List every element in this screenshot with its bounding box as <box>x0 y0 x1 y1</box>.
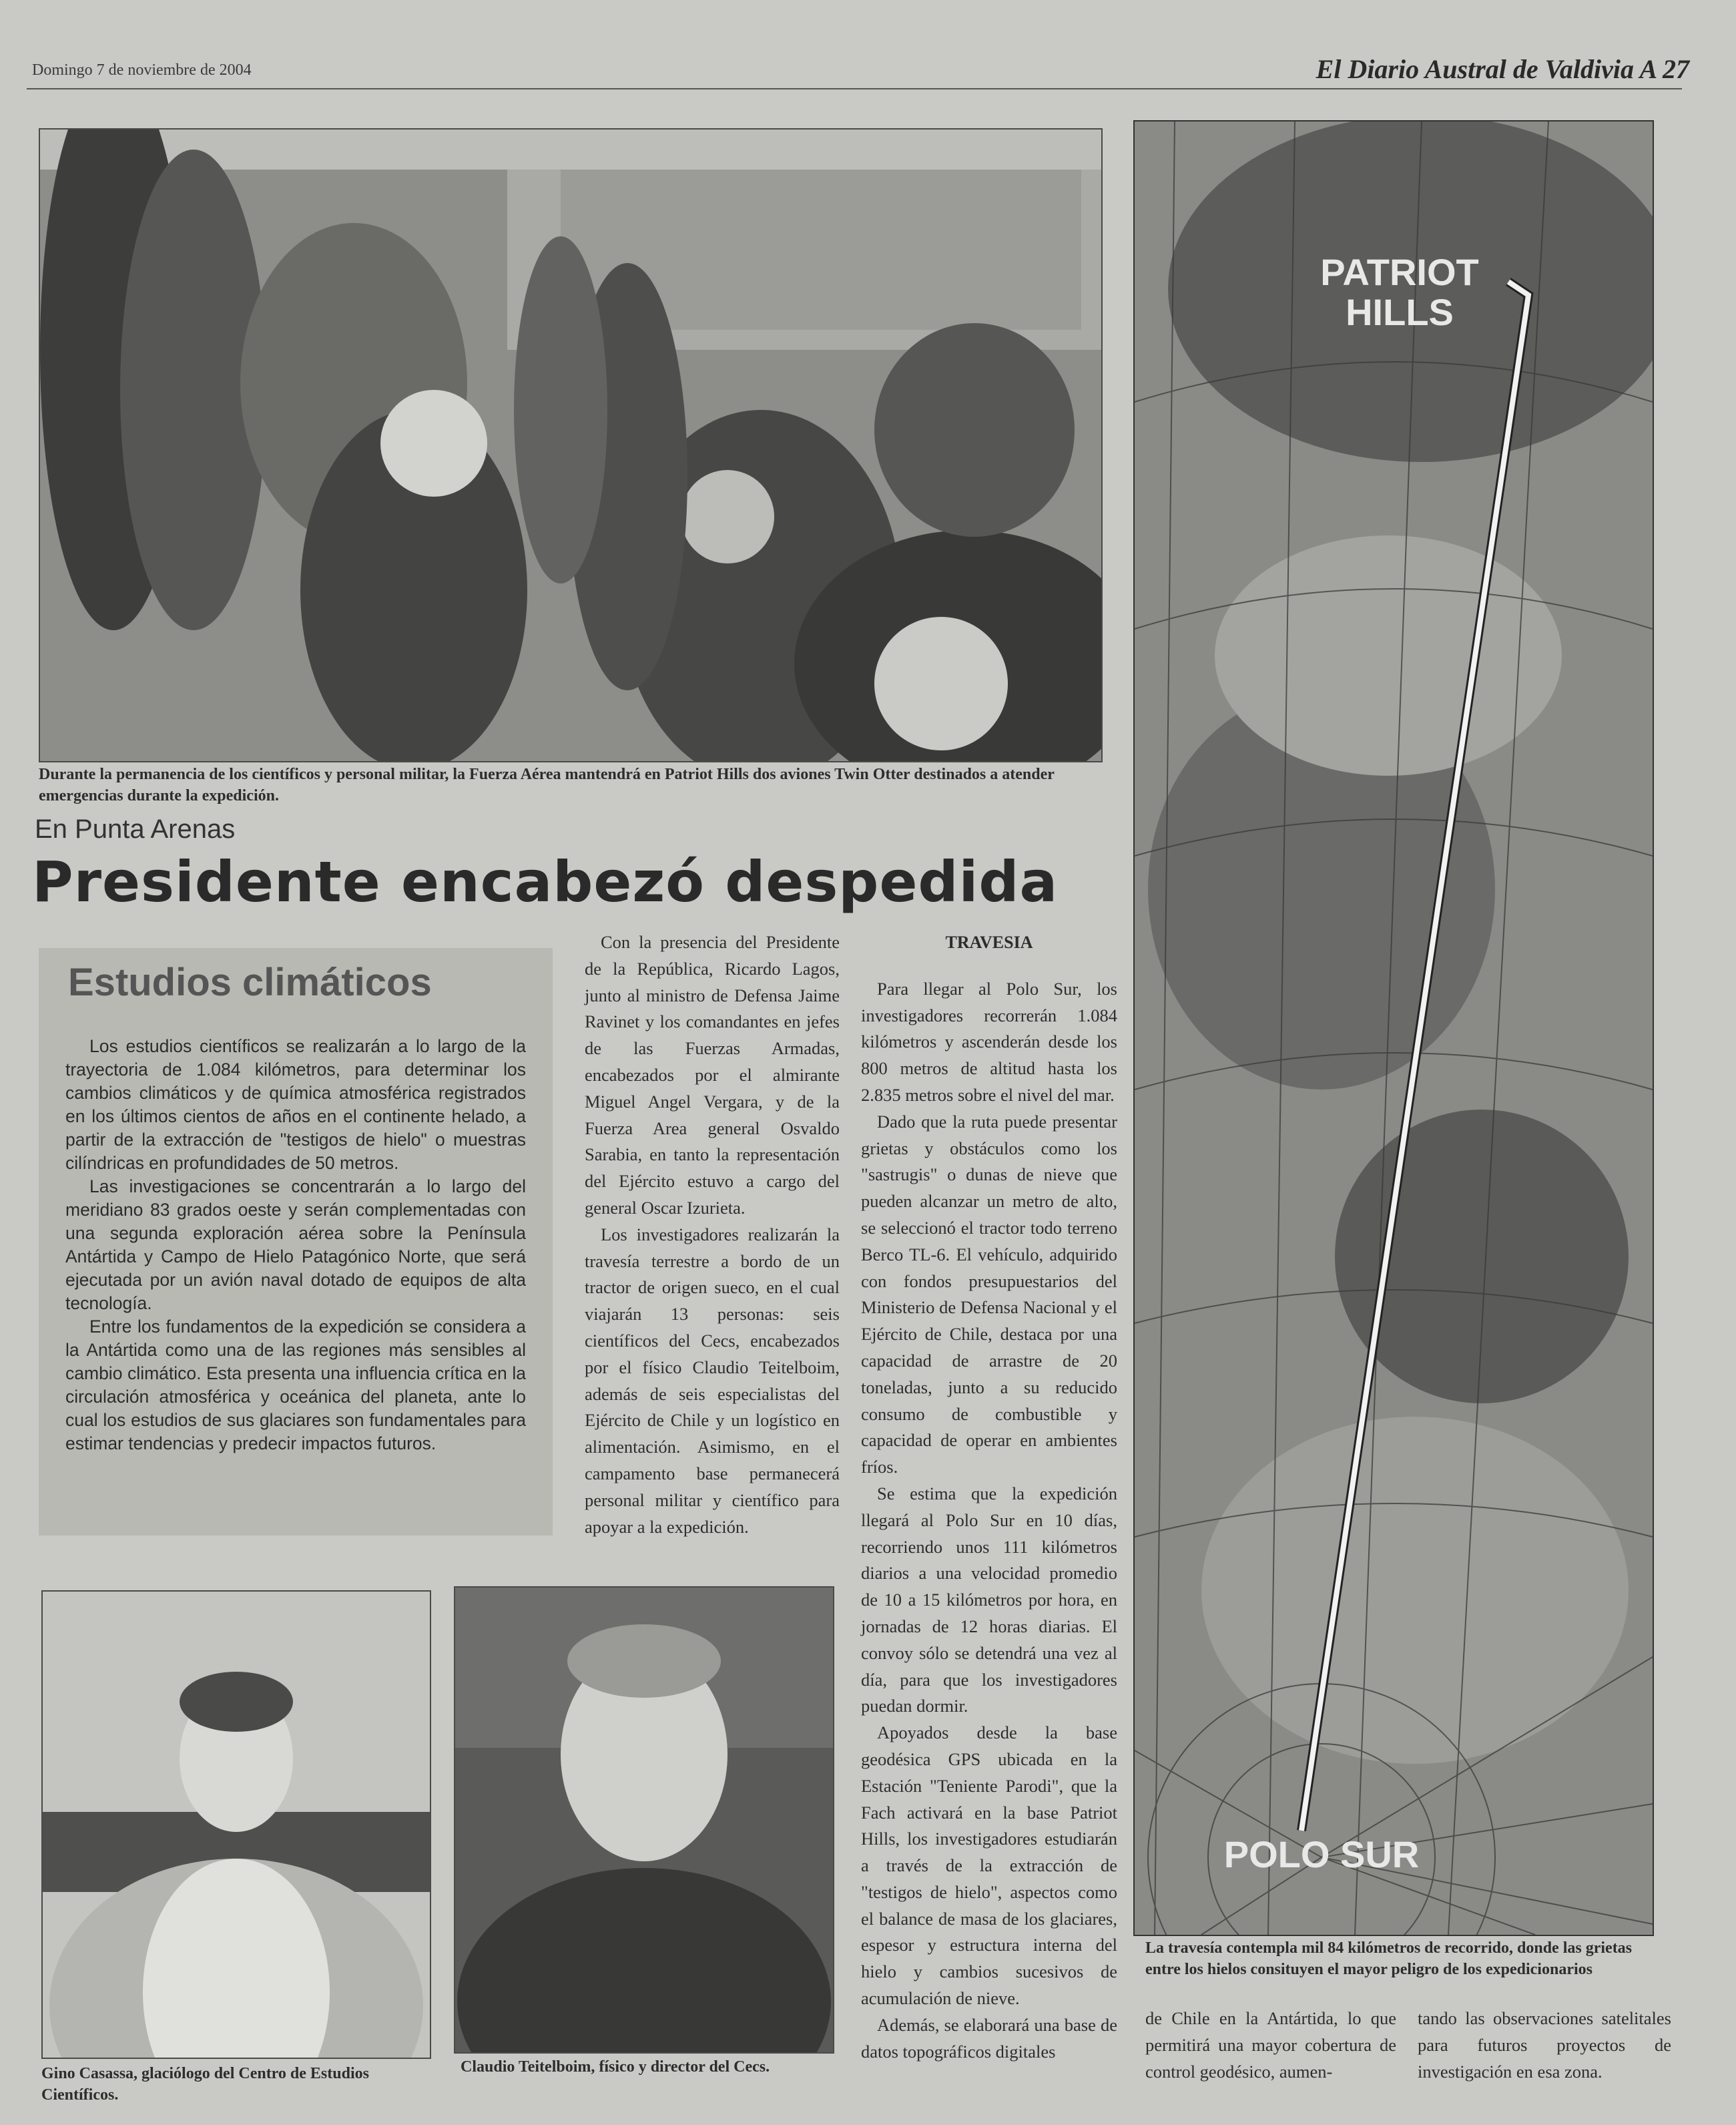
header-rule <box>27 88 1682 89</box>
article-paragraph: Además, se elaborará una base de datos topográficos digitales <box>861 2014 1117 2062</box>
main-photo-caption: Durante la permanencia de los científicos y personal militar, la Fuerza Aérea mantendrá en Patriot Hills dos aviones Twin Otter destinados a atender emergencias durante la expedición. <box>39 766 1055 804</box>
article-paragraph: Apoyados desde la base geodésica GPS ubicada en la Estación "Teniente Parodi", que la Fach activará en la base Patriot Hills, los investigadores estudiarán a través de la extracción de "testigos de hielo", aspectos como el balance de masa de los glaciares, espesor y estructura interna del hielo y cambios sucesivos de acumulación de nieve. <box>861 1722 1117 2009</box>
publication-name: El Diario Austral de Valdivia A 27 <box>1316 54 1689 84</box>
portrait-caption-left: Gino Casassa, glaciólogo del Centro de Estudios Científicos. <box>41 2065 369 2104</box>
article-column-2 <box>585 929 840 1540</box>
article-paragraph: Se estima que la expedición llegará al Polo Sur en 10 días, recorriendo unos 111 kilómetros diarios a una velocidad promedio de 10 a 15 kilómetros por hora, en jornadas de 12 horas diarias. El convoy sólo se detendrá una vez al día, para que los investigadores puedan dormir. <box>861 1483 1117 1716</box>
map-caption: La travesía contempla mil 84 kilómetros de recorrido, donde las grietas entre los hielos consituyen el mayor peligro de los expedicionarios <box>1145 1939 1633 1978</box>
article-column-4: de Chile en la Antártida, lo que permitirá una mayor cobertura de control geodésico, aumen- <box>1145 2008 1396 2082</box>
route-map <box>1133 120 1654 1936</box>
portrait-caption-right: Claudio Teitelboim, físico y director del Cecs. <box>461 2058 770 2076</box>
kicker: En Punta Arenas <box>35 814 236 844</box>
label-south-pole: POLO SUR <box>1223 1833 1420 1875</box>
article-paragraph: Los investigadores realizarán la travesía terrestre a bordo de un tractor de origen sueco, en el cual viajarán 13 personas: seis científicos del Cecs, encabezados por el físico Claudio Teitelboim, además de seis especialistas del Ejército de Chile y un logístico en alimentación. Asimismo, en el campamento base permanecerá personal militar y científico para apoyar a la expedición. <box>585 1224 840 1537</box>
label-patriot-hills: PATRIOT HILLS <box>1320 251 1479 333</box>
headline: Presidente encabezó despedida <box>32 849 1059 915</box>
portrait-casassa <box>41 1590 431 2059</box>
box-paragraph: Los estudios científicos se realizarán a lo largo de la trayectoria de 1.084 kilómetros, para determinar los cambios climáticos y de química atmosférica registrados en los últimos cientos de años en el continente helado, a partir de la extracción de "testigos de hielo" o muestras cilíndricas en profundidades de 50 metros. <box>65 1036 526 1173</box>
portrait-teitelboim <box>454 1586 834 2054</box>
article-paragraph: Dado que la ruta puede presentar grietas y obstáculos como los "sastrugis" o dunas de nieve que pueden alcanzar un metro de alto, se seleccionó el tractor todo terreno Berco TL-6. El vehículo, adquirido con fondos presupuestarios del Ministerio de Defensa Nacional y el Ejército de Chile, destaca por una capacidad de arrastre de 20 toneladas, junto a su reducido consumo de combustible y capacidad de operar en ambientes fríos. <box>861 1111 1117 1477</box>
box-paragraph: Las investigaciones se concentrarán a lo largo del meridiano 83 grados oeste y serán complementadas con una segunda exploración aérea sobre la Península Antártida y Campo de Hielo Patagónico Norte, que será ejecutada por un avión naval dotado de equipos de alta tecnología. <box>65 1176 526 1313</box>
box-paragraph: Entre los fundamentos de la expedición se considera a la Antártida como una de las regiones más sensibles al cambio climático. Esta presenta una influencia crítica en la circulación atmosférica y oceánica del planeta, ante lo cual los estudios de sus glaciares son fundamentales para estimar tendencias y predecir impactos futuros. <box>65 1317 526 1453</box>
climate-studies-box <box>39 948 553 1536</box>
article-column-5: tando las observaciones satelitales para futuros proyectos de investigación en esa zona. <box>1418 2008 1671 2082</box>
article-paragraph: Con la presencia del Presidente de la República, Ricardo Lagos, junto al ministro de Defensa Jaime Ravinet y los comandantes en jefes de las Fuerzas Armadas, encabezados por el almirante Miguel Angel Vergara, y de la Fuerza Area general Osvaldo Sarabia, en tanto la representación del Ejército estuvo a cargo del general Oscar Izurieta. <box>585 932 840 1218</box>
box-title: Estudios climáticos <box>68 961 432 1004</box>
box-body <box>65 1035 526 1455</box>
main-photo <box>39 128 1103 762</box>
article-column-3 <box>861 929 1117 2065</box>
subhead-travesia: TRAVESIA <box>945 933 1033 952</box>
article-paragraph: Para llegar al Polo Sur, los investigadores recorrerán 1.084 kilómetros y ascenderán desde los 800 metros de altitud hasta los 2.835 metros sobre el nivel del mar. <box>861 978 1117 1105</box>
issue-date: Domingo 7 de noviembre de 2004 <box>32 61 252 79</box>
